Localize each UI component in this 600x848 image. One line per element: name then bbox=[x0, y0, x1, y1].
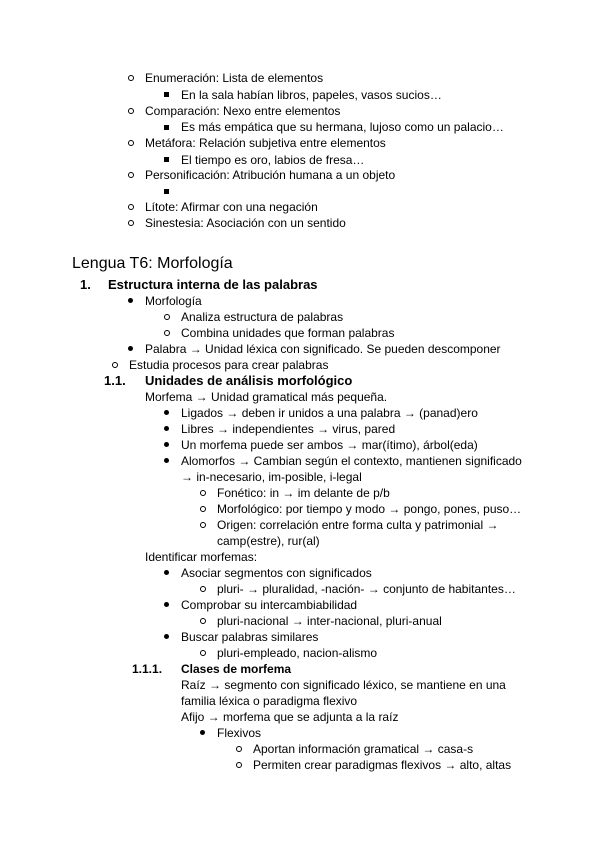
list-item: Metáfora: Relación subjetiva entre elementos bbox=[145, 136, 386, 150]
square-bullet-icon bbox=[164, 92, 169, 97]
list-item: Analiza estructura de palabras bbox=[181, 310, 344, 324]
bullet-icon bbox=[164, 410, 169, 415]
list-item: Permiten crear paradigmas flexivos → alto, altas bbox=[253, 758, 512, 772]
square-bullet-icon bbox=[164, 189, 169, 194]
list-item: Ligados → deben ir unidos a una palabra → (panad)ero bbox=[181, 406, 478, 420]
list-item: Origen: correlación entre forma culta y patrimonial → bbox=[217, 518, 499, 532]
page-title: Lengua T6: Morfología bbox=[72, 255, 233, 272]
list-item: Morfología bbox=[145, 294, 202, 308]
circle-bullet-icon bbox=[200, 650, 206, 656]
section-heading: Estructura interna de las palabras bbox=[108, 277, 318, 292]
paragraph: Afijo → morfema que se adjunta a la raíz bbox=[181, 710, 399, 724]
paragraph: familia léxica o paradigma flexivo bbox=[181, 694, 358, 708]
circle-bullet-icon bbox=[200, 522, 206, 528]
list-item: Libres → independientes → virus, pared bbox=[181, 422, 396, 436]
paragraph: Identificar morfemas: bbox=[145, 550, 258, 564]
paragraph: Raíz → segmento con significado léxico, se mantiene en una bbox=[181, 678, 506, 692]
list-item: Comprobar su intercambiabilidad bbox=[181, 598, 358, 612]
list-item: Estudia procesos para crear palabras bbox=[129, 358, 329, 372]
circle-bullet-icon bbox=[200, 586, 206, 592]
section-number: 1. bbox=[80, 277, 91, 292]
list-item: Asociar segmentos con significados bbox=[181, 566, 372, 580]
list-item: Personificación: Atribución humana a un objeto bbox=[145, 168, 396, 182]
list-item: Buscar palabras similares bbox=[181, 630, 319, 644]
list-item: Enumeración: Lista de elementos bbox=[145, 71, 324, 85]
list-item: En la sala habían libros, papeles, vasos sucios… bbox=[181, 88, 442, 102]
bullet-icon bbox=[164, 426, 169, 431]
bullet-icon bbox=[200, 730, 205, 735]
bullet-icon bbox=[164, 442, 169, 447]
square-bullet-icon bbox=[164, 125, 169, 130]
list-item: Morfológico: por tiempo y modo → pongo, pones, puso… bbox=[217, 502, 522, 516]
section-heading: Unidades de análisis morfológico bbox=[145, 373, 353, 388]
section-heading: Clases de morfema bbox=[181, 662, 292, 676]
circle-bullet-icon bbox=[164, 330, 170, 336]
circle-bullet-icon bbox=[128, 108, 134, 114]
circle-bullet-icon bbox=[112, 362, 118, 368]
circle-bullet-icon bbox=[128, 204, 134, 210]
list-item: Comparación: Nexo entre elementos bbox=[145, 104, 341, 118]
circle-bullet-icon bbox=[128, 140, 134, 146]
list-item-continuation: → in-necesario, im-posible, i-legal bbox=[181, 470, 362, 484]
list-item: Palabra → Unidad léxica con significado. Se pueden descomponer bbox=[145, 342, 501, 356]
circle-bullet-icon bbox=[128, 75, 134, 81]
circle-bullet-icon bbox=[200, 618, 206, 624]
list-item: Fonético: in → im delante de p/b bbox=[217, 486, 390, 500]
list-item: pluri- → pluralidad, -nación- → conjunto de habitantes… bbox=[217, 582, 516, 596]
list-item: Combina unidades que forman palabras bbox=[181, 326, 395, 340]
bullet-icon bbox=[128, 298, 133, 303]
bullet-icon bbox=[164, 634, 169, 639]
list-item: Lítote: Afirmar con una negación bbox=[145, 200, 318, 214]
list-item: Flexivos bbox=[217, 726, 262, 740]
list-item-continuation: camp(estre), rur(al) bbox=[217, 534, 320, 548]
list-item: Es más empática que su hermana, lujoso como un palacio… bbox=[181, 120, 504, 134]
circle-bullet-icon bbox=[128, 172, 134, 178]
circle-bullet-icon bbox=[236, 762, 242, 768]
square-bullet-icon bbox=[164, 157, 169, 162]
circle-bullet-icon bbox=[128, 220, 134, 226]
list-item: Alomorfos → Cambian según el contexto, mantienen significado bbox=[181, 454, 522, 468]
section-number: 1.1. bbox=[104, 373, 126, 388]
paragraph: Morfema → Unidad gramatical más pequeña. bbox=[145, 390, 388, 404]
section-number: 1.1.1. bbox=[132, 662, 163, 676]
bullet-icon bbox=[164, 458, 169, 463]
circle-bullet-icon bbox=[236, 746, 242, 752]
bullet-icon bbox=[128, 346, 133, 351]
bullet-icon bbox=[164, 602, 169, 607]
list-item: pluri-empleado, nacion-alismo bbox=[217, 646, 378, 660]
list-item: pluri-nacional → inter-nacional, pluri-anual bbox=[217, 614, 442, 628]
list-item: Sinestesia: Asociación con un sentido bbox=[145, 216, 346, 230]
bullet-icon bbox=[164, 570, 169, 575]
circle-bullet-icon bbox=[200, 506, 206, 512]
list-item: Un morfema puede ser ambos → mar(ítimo), árbol(eda) bbox=[181, 438, 478, 452]
list-item: El tiempo es oro, labios de fresa… bbox=[181, 153, 365, 167]
list-item: Aportan información gramatical → casa-s bbox=[253, 742, 474, 756]
circle-bullet-icon bbox=[200, 490, 206, 496]
circle-bullet-icon bbox=[164, 314, 170, 320]
